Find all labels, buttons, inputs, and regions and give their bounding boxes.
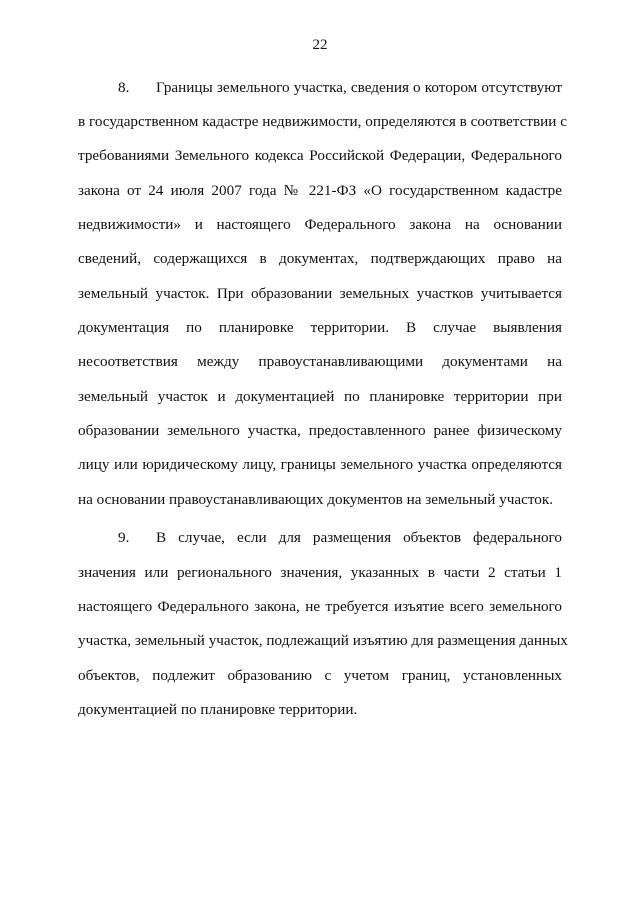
paragraph-9-line-4: участка, земельный участок, подлежащий изъятию для размещения данных [78, 632, 568, 649]
page-number: 22 [312, 37, 328, 53]
paragraph-9-line-1-text: В случае, если для размещения объектов федерального [156, 529, 562, 546]
paragraph-8-line-12: лицу или юридическому лицу, границы земельного участка определяются [78, 456, 562, 473]
paragraph-8-line-2: в государственном кадастре недвижимости, определяются в соответствии с [78, 113, 567, 130]
paragraph-9-line-5: объектов, подлежит образованию с учетом границ, установленных [78, 667, 562, 684]
paragraph-9-number: 9. [118, 529, 130, 546]
paragraph-8-line-10: земельный участок и документацией по планировке территории при [78, 388, 562, 405]
paragraph-9-line-1 [78, 528, 562, 548]
paragraph-8-line-11: образовании земельного участка, предоставленного ранее физическому [78, 422, 562, 439]
paragraph-8-line-5: недвижимости» и настоящего Федерального закона на основании [78, 216, 562, 233]
paragraph-8-line-1-text: Границы земельного участка, сведения о котором отсутствуют [156, 79, 562, 96]
paragraph-8-line-3: требованиями Земельного кодекса Российской Федерации, Федерального [78, 147, 562, 164]
paragraph-9-line-6: документацией по планировке территории. [78, 701, 358, 718]
paragraph-8-number: 8. [118, 79, 130, 96]
paragraph-8-line-1 [78, 78, 562, 98]
paragraph-8-line-9: несоответствия между правоустанавливающими документами на [78, 353, 562, 370]
paragraph-8-line-8: документация по планировке территории. В случае выявления [78, 319, 562, 336]
paragraph-8-line-7: земельный участок. При образовании земельных участков учитывается [78, 285, 562, 302]
paragraph-8-line-6: сведений, содержащихся в документах, подтверждающих право на [78, 250, 562, 267]
paragraph-9-line-2: значения или регионального значения, указанных в части 2 статьи 1 [78, 564, 562, 581]
paragraph-9-line-3: настоящего Федерального закона, не требуется изъятие всего земельного [78, 598, 562, 615]
paragraph-8-line-13: на основании правоустанавливающих документов на земельный участок. [78, 491, 554, 508]
paragraph-8-line-4: закона от 24 июля 2007 года № 221-ФЗ «О государственном кадастре [78, 182, 562, 199]
